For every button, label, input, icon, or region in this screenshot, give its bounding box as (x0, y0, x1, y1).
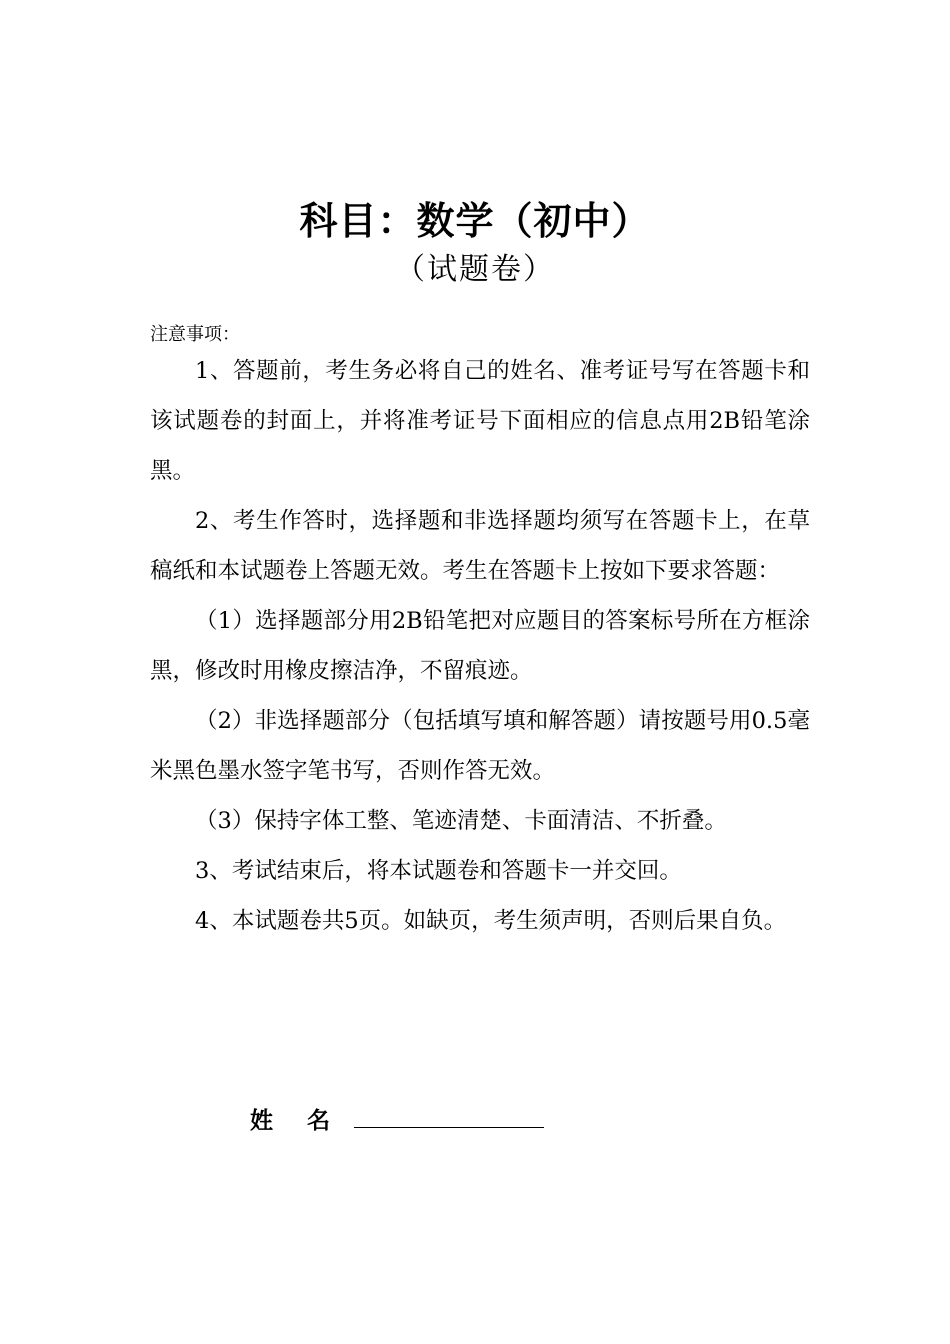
instruction-paragraph: 2、考生作答时，选择题和非选择题均须写在答题卡上，在草稿纸和本试题卷上答题无效。考生在答题卡上按如下要求答题： (150, 508, 810, 584)
instruction-paragraph: （2）非选择题部分（包括填写填和解答题）请按题号用0.5毫米黑色墨水签字笔书写，否则作答无效。 (150, 708, 810, 784)
instruction-paragraph: 3、考试结束后，将本试题卷和答题卡一并交回。 (195, 858, 682, 884)
document-title: 科目：数学（初中） (299, 198, 651, 243)
instruction-paragraph: （3）保持字体工整、笔迹清楚、卡面清洁、不折叠。 (195, 808, 727, 834)
instructions-body (150, 346, 810, 946)
name-label: 姓名 (250, 1107, 364, 1134)
document-subtitle: （试题卷） (395, 252, 555, 287)
name-blank-line (354, 1099, 544, 1128)
name-field-row (250, 1098, 544, 1144)
notes-heading: 注意事项： (150, 324, 240, 345)
instruction-paragraph: （1）选择题部分用2B铅笔把对应题目的答案标号所在方框涂黑，修改时用橡皮擦洁净，不留痕迹。 (150, 608, 810, 684)
instruction-paragraph: 4、本试题卷共5页。如缺页，考生须声明，否则后果自负。 (195, 908, 787, 934)
instruction-paragraph: 1、答题前，考生务必将自己的姓名、准考证号写在答题卡和该试题卷的封面上，并将准考证号下面相应的信息点用2B铅笔涂黑。 (150, 358, 810, 484)
